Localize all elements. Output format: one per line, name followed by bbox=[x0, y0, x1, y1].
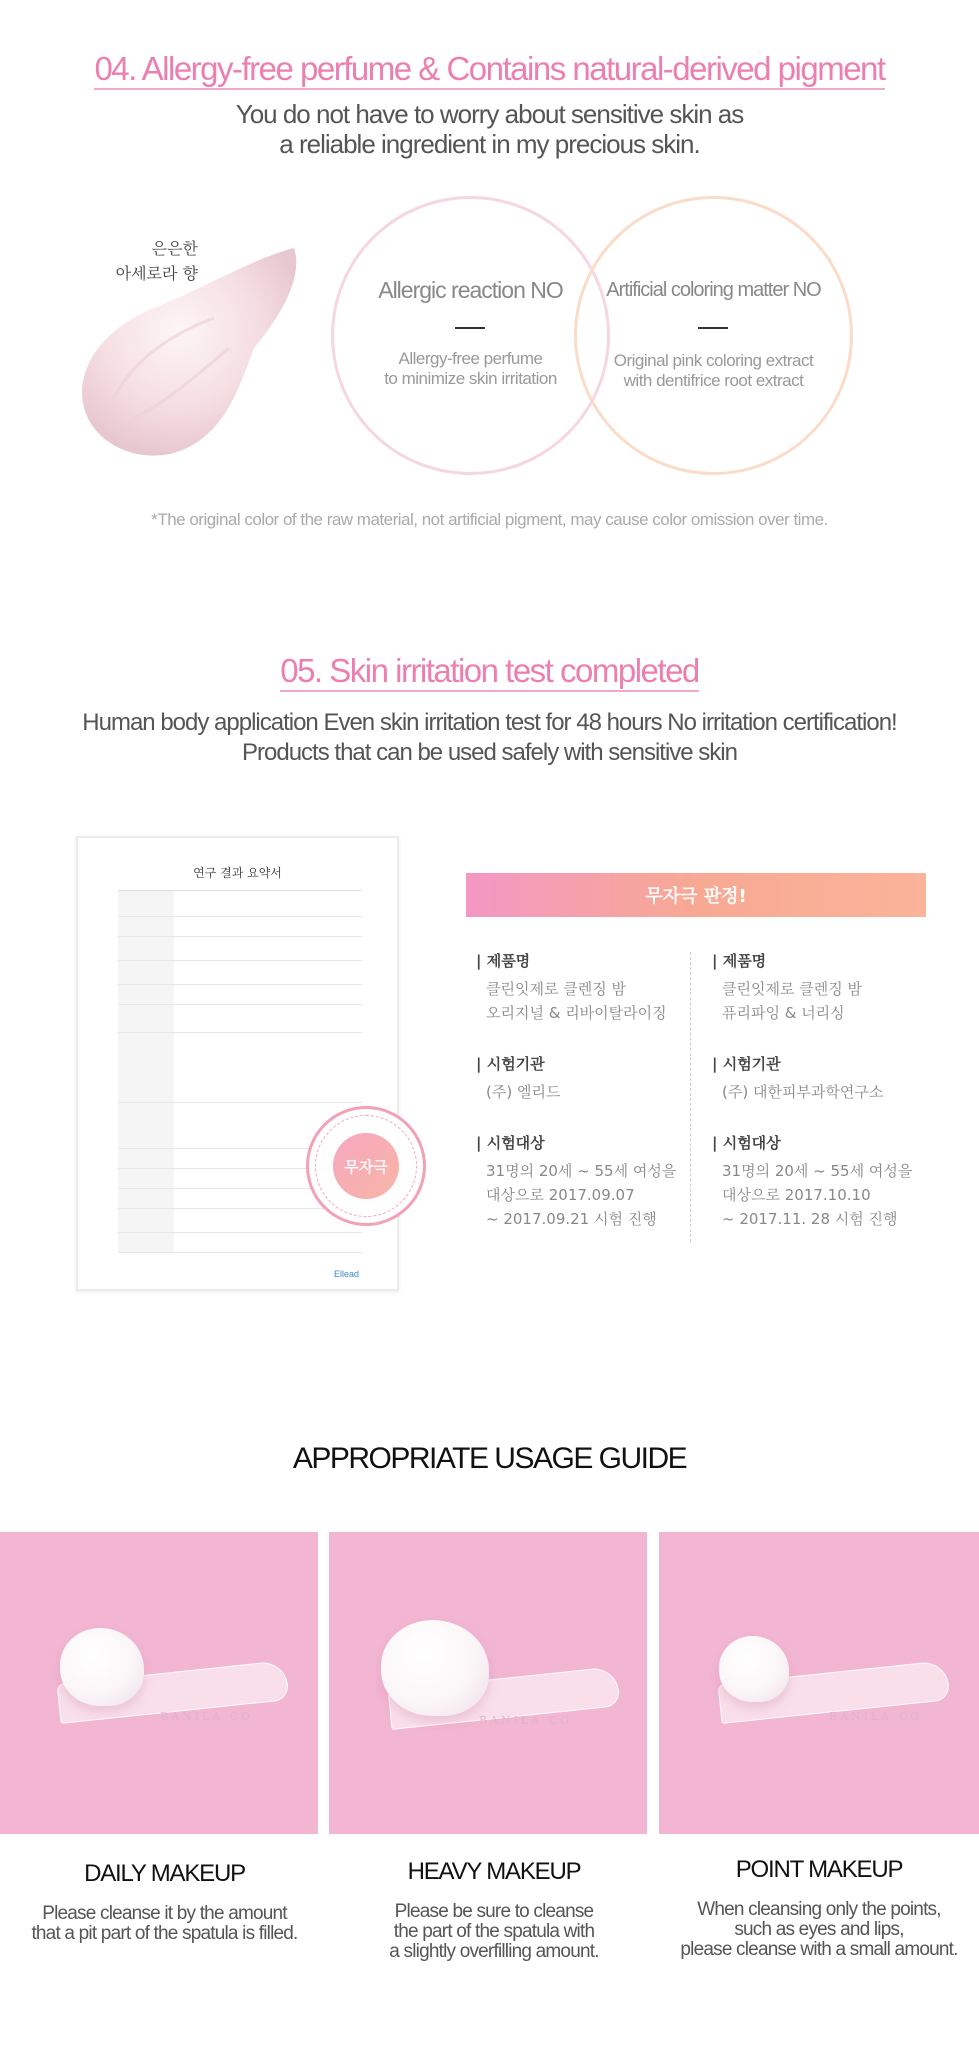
subject-line1: 31명의 20세 ~ 55세 여성을 bbox=[722, 1162, 913, 1180]
heavy-makeup-desc-line1: Please be sure to cleanse bbox=[394, 1901, 594, 1922]
balm-scent-label-line2: 아세로라 향 bbox=[115, 264, 198, 283]
balm-swatch-image bbox=[64, 238, 314, 478]
artificial-coloring-desc-line2: with dentifrice root extract bbox=[623, 371, 804, 390]
document-row bbox=[118, 1033, 362, 1103]
heavy-makeup-desc bbox=[329, 1902, 659, 1962]
subject-line1: 31명의 20세 ~ 55세 여성을 bbox=[486, 1162, 677, 1180]
cream-scoop bbox=[381, 1620, 489, 1716]
institute-value bbox=[712, 1080, 932, 1104]
product-line2: 퓨리파잉 & 너리싱 bbox=[722, 1004, 845, 1022]
document-title: 연구 결과 요약서 bbox=[193, 866, 282, 880]
balm-scent-label-line1: 은은한 bbox=[151, 239, 198, 258]
product-line1: 클린잇제로 클렌징 밤 bbox=[722, 980, 862, 998]
circle-divider bbox=[455, 327, 485, 329]
point-makeup-desc bbox=[659, 1900, 979, 1960]
heavy-makeup-photo bbox=[329, 1532, 647, 1834]
allergy-subtitle-line2: a reliable ingredient in my precious skin. bbox=[279, 129, 700, 159]
irritation-subtitle-line2: Products that can be used safely with sensitive skin bbox=[242, 739, 737, 766]
daily-makeup-desc-line1: Please cleanse it by the amount bbox=[42, 1903, 287, 1924]
institute-value bbox=[476, 1080, 696, 1104]
product-value bbox=[712, 977, 932, 1025]
heavy-makeup-heading: HEAVY MAKEUP bbox=[407, 1858, 581, 1885]
heavy-makeup-desc-line3: a slightly overfilling amount. bbox=[389, 1941, 599, 1962]
spatula-brand: BANILA CO bbox=[829, 1710, 923, 1723]
spatula-brand: BANILA CO bbox=[479, 1714, 573, 1727]
document-row bbox=[118, 1233, 362, 1253]
non-irritating-stamp bbox=[306, 1106, 426, 1226]
institute-label: | 시험기관 bbox=[712, 1055, 781, 1073]
cream-scoop bbox=[719, 1636, 789, 1702]
result-column-2 bbox=[712, 950, 932, 1259]
point-makeup-photo bbox=[659, 1532, 979, 1834]
document-row bbox=[118, 961, 362, 985]
document-row bbox=[118, 1209, 362, 1233]
usage-guide-title: APPROPRIATE USAGE GUIDE bbox=[292, 1442, 687, 1475]
product-line2: 오리지널 & 리바이탈라이징 bbox=[486, 1004, 667, 1022]
spatula-brand: BANILA CO bbox=[160, 1710, 254, 1723]
document-row bbox=[118, 937, 362, 961]
artificial-coloring-desc bbox=[577, 351, 850, 391]
allergic-reaction-desc bbox=[334, 349, 607, 389]
document-row bbox=[118, 985, 362, 1005]
allergic-reaction-desc-line2: to minimize skin irritation bbox=[384, 369, 557, 388]
subject-line2: 대상으로 2017.09.07 bbox=[486, 1186, 635, 1204]
subject-line3: ~ 2017.11. 28 시험 진행 bbox=[722, 1210, 898, 1228]
subject-label: | 시험대상 bbox=[476, 1134, 545, 1152]
cream-scoop bbox=[60, 1628, 144, 1706]
artificial-coloring-circle bbox=[574, 196, 853, 475]
pigment-note: *The original color of the raw material, not artificial pigment, may cause color omission over time. bbox=[151, 510, 828, 529]
daily-makeup-desc-line2: that a pit part of the spatula is filled. bbox=[31, 1923, 298, 1944]
artificial-coloring-desc-line1: Original pink coloring extract bbox=[613, 351, 814, 370]
point-makeup-desc-line3: please cleanse with a small amount. bbox=[680, 1939, 958, 1960]
allergy-section-title: 04. Allergy-free perfume & Contains natural-derived pigment bbox=[0, 50, 979, 88]
heavy-makeup-desc-line2: the part of the spatula with bbox=[393, 1921, 595, 1942]
subject-line2: 대상으로 2017.10.10 bbox=[722, 1186, 871, 1204]
subject-line3: ~ 2017.09.21 시험 진행 bbox=[486, 1210, 657, 1228]
point-makeup-desc-line1: When cleansing only the points, bbox=[697, 1899, 941, 1920]
artificial-coloring-heading: Artificial coloring matter NO bbox=[606, 279, 821, 301]
allergic-reaction-circle bbox=[331, 196, 610, 475]
research-summary-document bbox=[76, 836, 399, 1291]
document-row bbox=[118, 1005, 362, 1033]
subject-value bbox=[476, 1159, 696, 1231]
irritation-subtitle-line1: Human body application Even skin irritation test for 48 hours No irritation certification! bbox=[82, 709, 897, 736]
institute-label: | 시험기관 bbox=[476, 1055, 545, 1073]
irritation-section-title: 05. Skin irritation test completed bbox=[0, 652, 979, 690]
institute-line: (주) 대한피부과학연구소 bbox=[722, 1083, 884, 1101]
document-row bbox=[118, 891, 362, 917]
allergic-reaction-heading: Allergic reaction NO bbox=[378, 277, 563, 303]
allergic-reaction-desc-line1: Allergy-free perfume bbox=[398, 349, 543, 368]
daily-makeup-heading: DAILY MAKEUP bbox=[84, 1860, 245, 1887]
daily-makeup-desc bbox=[0, 1904, 329, 1944]
circle-divider bbox=[698, 327, 728, 329]
institute-line: (주) 엘리드 bbox=[486, 1083, 561, 1101]
result-banner: 무자극 판정! bbox=[466, 873, 926, 917]
point-makeup-desc-line2: such as eyes and lips, bbox=[734, 1919, 904, 1940]
daily-makeup-photo bbox=[0, 1532, 318, 1834]
point-makeup-heading: POINT MAKEUP bbox=[735, 1856, 903, 1883]
product-line1: 클린잇제로 클렌징 밤 bbox=[486, 980, 626, 998]
stamp-label: 무자극 bbox=[333, 1133, 399, 1199]
allergy-subtitle-line1: You do not have to worry about sensitive skin as bbox=[235, 99, 744, 129]
product-value bbox=[476, 977, 696, 1025]
product-label: | 제품명 bbox=[712, 952, 767, 970]
result-divider bbox=[690, 952, 691, 1242]
subject-label: | 시험대상 bbox=[712, 1134, 781, 1152]
subject-value bbox=[712, 1159, 932, 1231]
ellead-logo: Ellead bbox=[333, 1269, 359, 1279]
result-column-1 bbox=[476, 950, 696, 1259]
document-row bbox=[118, 917, 362, 937]
product-label: | 제품명 bbox=[476, 952, 531, 970]
